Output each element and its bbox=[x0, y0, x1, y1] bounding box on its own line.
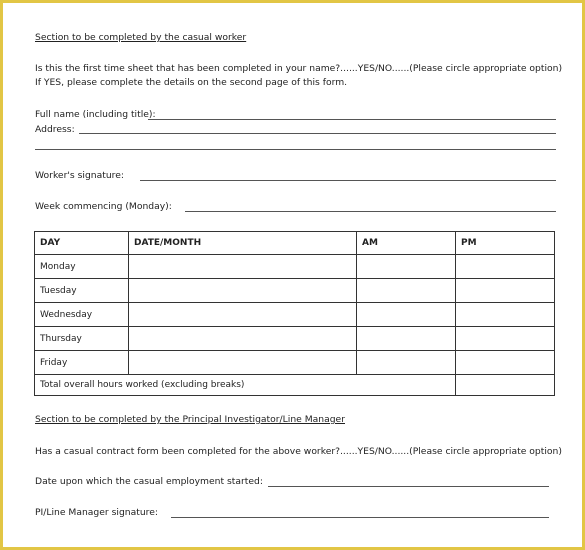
table-row bbox=[35, 279, 555, 303]
pm-cell[interactable] bbox=[456, 303, 555, 327]
week-commencing-field[interactable] bbox=[185, 211, 556, 212]
date-cell[interactable] bbox=[129, 327, 357, 351]
table-row bbox=[35, 255, 555, 279]
timesheet-header-row bbox=[35, 232, 555, 255]
am-cell[interactable] bbox=[357, 351, 456, 375]
worker-signature-label: Worker's signature: bbox=[35, 170, 124, 181]
table-row bbox=[35, 351, 555, 375]
pm-cell[interactable] bbox=[456, 327, 555, 351]
start-date-field[interactable] bbox=[268, 486, 549, 487]
pm-cell[interactable] bbox=[456, 279, 555, 303]
day-cell: Thursday bbox=[35, 327, 129, 351]
am-cell[interactable] bbox=[357, 303, 456, 327]
total-hours-row bbox=[35, 375, 555, 396]
start-date-label: Date upon which the casual employment started: bbox=[35, 476, 263, 487]
contract-question: Has a casual contract form been completed for the above worker?......YES/NO......(Please circle appropriate option) bbox=[35, 446, 562, 457]
manager-signature-label: PI/Line Manager signature: bbox=[35, 507, 158, 518]
section-worker-heading: Section to be completed by the casual worker bbox=[35, 32, 247, 43]
am-cell[interactable] bbox=[357, 327, 456, 351]
address-field-line-1[interactable] bbox=[79, 133, 556, 134]
if-yes-instruction: If YES, please complete the details on the second page of this form. bbox=[35, 77, 348, 88]
pm-cell[interactable] bbox=[456, 255, 555, 279]
date-cell[interactable] bbox=[129, 255, 357, 279]
manager-signature-field[interactable] bbox=[171, 517, 549, 518]
timesheet-table bbox=[34, 231, 555, 396]
column-header-date-month: DATE/MONTH bbox=[129, 232, 357, 255]
section-manager-heading: Section to be completed by the Principal Investigator/Line Manager bbox=[35, 414, 345, 425]
worker-signature-field[interactable] bbox=[140, 180, 556, 181]
week-commencing-label: Week commencing (Monday): bbox=[35, 201, 172, 212]
am-cell[interactable] bbox=[357, 255, 456, 279]
address-label: Address: bbox=[35, 124, 75, 135]
date-cell[interactable] bbox=[129, 303, 357, 327]
day-cell: Friday bbox=[35, 351, 129, 375]
table-row bbox=[35, 327, 555, 351]
date-cell[interactable] bbox=[129, 279, 357, 303]
first-time-question: Is this the first time sheet that has been completed in your name?......YES/NO......(Please circle appropriate option) bbox=[35, 63, 563, 74]
column-header-day: DAY bbox=[35, 232, 129, 255]
day-cell: Monday bbox=[35, 255, 129, 279]
total-hours-label: Total overall hours worked (excluding breaks) bbox=[35, 375, 456, 396]
address-field-line-2[interactable] bbox=[35, 149, 556, 150]
am-cell[interactable] bbox=[357, 279, 456, 303]
column-header-pm: PM bbox=[456, 232, 555, 255]
full-name-label: Full name (including title): bbox=[35, 109, 156, 120]
column-header-am: AM bbox=[357, 232, 456, 255]
day-cell: Tuesday bbox=[35, 279, 129, 303]
pm-cell[interactable] bbox=[456, 351, 555, 375]
full-name-field[interactable] bbox=[148, 119, 556, 120]
total-hours-cell[interactable] bbox=[456, 375, 555, 396]
table-row bbox=[35, 303, 555, 327]
day-cell: Wednesday bbox=[35, 303, 129, 327]
date-cell[interactable] bbox=[129, 351, 357, 375]
